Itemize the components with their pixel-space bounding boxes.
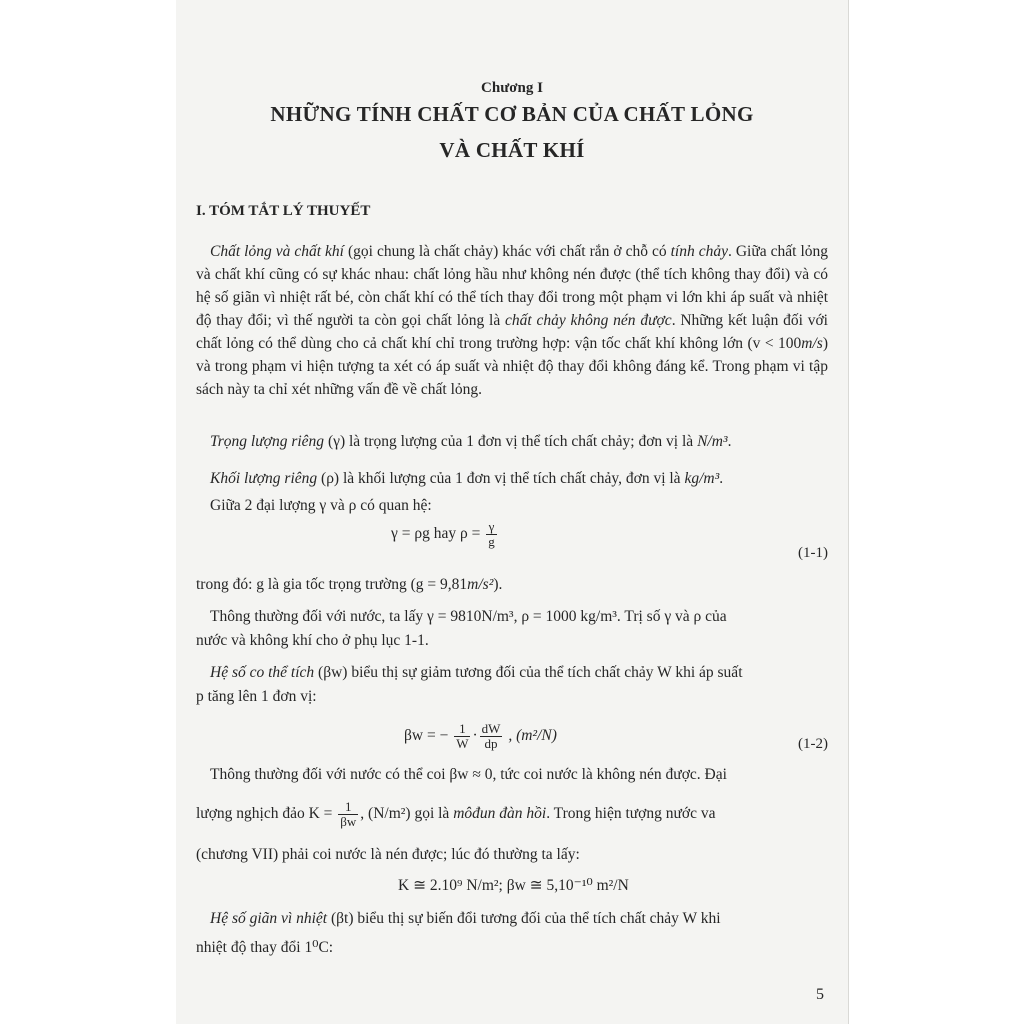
equation-number-1-2: (1-2): [798, 736, 828, 752]
relation-intro: Giữa 2 đại lượng γ và ρ có quan hệ:: [210, 497, 432, 514]
specific-weight-paragraph: Trọng lượng riêng (γ) là trọng lượng của 1 đơn vị thể tích chất chảy; đơn vị là N/m³.: [210, 433, 732, 450]
fraction-gamma-over-g: $\frac{\gamma}{g}$: [488, 519, 495, 549]
term-elastic-modulus: môđun đàn hồi: [453, 805, 547, 823]
term-incompressible: chất chảy không nén được: [505, 312, 672, 329]
equation-number-1-1: (1-1): [798, 545, 828, 561]
term-density: Khối lượng riêng: [210, 470, 318, 487]
page-number: 5: [816, 986, 824, 1003]
fraction-one-over-beta: $\frac{1}{\beta w}$: [340, 799, 357, 829]
fraction-dw-over-dp: $\frac{dW}{dp}$: [481, 721, 501, 751]
fraction-one-over-w: $\frac{1}{W}$: [456, 721, 469, 751]
page-edge: [848, 0, 849, 1024]
water-compress-line1: Thông thường đối với nước có thể coi βw ≈ 0, tức coi nước là không nén được. Đại: [210, 766, 727, 783]
thermal-line1: Hệ số giãn vì nhiệt (βt) biểu thị sự biến đổi tương đối của thể tích chất chảy W khi: [210, 910, 721, 927]
equation-constants: K ≅ 2.10⁹ N/m²; βw ≅ 5,10⁻¹⁰ m²/N: [398, 877, 629, 894]
section-heading: I. TÓM TẮT LÝ THUYẾT: [196, 203, 371, 219]
equation-1-2: βw = − $\frac{1}{W}$ · $\frac{dW}{dp}$ , (m²/N): [404, 721, 557, 751]
gravity-note: trong đó: g là gia tốc trọng trường (g = 9,81m/s²).: [196, 576, 503, 593]
thermal-line2: nhiệt độ thay đổi 1⁰C:: [196, 939, 334, 956]
term-thermal-expansion: Hệ số giãn vì nhiệt: [210, 910, 328, 927]
intro-paragraph: Chất lỏng và chất khí (gọi chung là chất chảy) khác với chất rắn ở chỗ có tính chảy. Giữa chất lỏng và chất khí cũng có sự khác nhau: chất lỏng hầu như không nén được (thể tích không thay đổi) và có hệ số giãn vì nhiệt rất bé, còn chất khí có thể tích thay đổi trong một phạm vi lớn khi áp suất và nhiệt độ thay đổi; vì thế người ta còn gọi chất lỏng là chất chảy không nén được. Những kết luận đối với chất lỏng có thể dùng cho cả chất khí chỉ trong trường hợp: vận tốc chất khí không lớn (v < 100m/s) và trong phạm vi hiện tượng ta xét có áp suất và nhiệt độ thay đổi không đáng kể. Trong phạm vi tập sách này ta chỉ xét những vấn đề về chất lỏng.: [196, 243, 829, 398]
compressibility-line1: Hệ số co thể tích (βw) biểu thị sự giảm tương đối của thể tích chất chảy W khi áp suất: [210, 664, 743, 681]
term-compressibility: Hệ số co thể tích: [210, 664, 315, 681]
term-liquid-gas: Chất lỏng và chất khí: [210, 243, 344, 260]
chapter-title-line1: NHỮNG TÍNH CHẤT CƠ BẢN CỦA CHẤT LỎNG: [270, 102, 754, 126]
chapter-title-line2: VÀ CHẤT KHÍ: [439, 138, 585, 162]
water-compress-line2: lượng nghịch đảo K = $\frac{1}{\beta w}$ , (N/m²) gọi là môđun đàn hồi. Trong hiện tượng nước va: [196, 799, 716, 829]
water-values-line1: Thông thường đối với nước, ta lấy γ = 9810N/m³, ρ = 1000 kg/m³. Trị số γ và ρ của: [210, 608, 727, 625]
density-paragraph: Khối lượng riêng (ρ) là khối lượng của 1 đơn vị thể tích chất chảy, đơn vị là kg/m³.: [210, 470, 724, 487]
book-page: [176, 0, 848, 1024]
chapter-label: Chương I: [481, 80, 543, 96]
term-specific-weight: Trọng lượng riêng: [210, 433, 325, 450]
equation-1-1: γ = ρg hay ρ = $\frac{\gamma}{g}$: [391, 519, 495, 549]
term-fluidity: tính chảy: [670, 243, 728, 260]
water-values-line2: nước và không khí cho ở phụ lục 1-1.: [196, 632, 429, 649]
compressibility-line2: p tăng lên 1 đơn vị:: [196, 688, 317, 705]
water-compress-line3: (chương VII) phải coi nước là nén được; lúc đó thường ta lấy:: [196, 846, 580, 863]
